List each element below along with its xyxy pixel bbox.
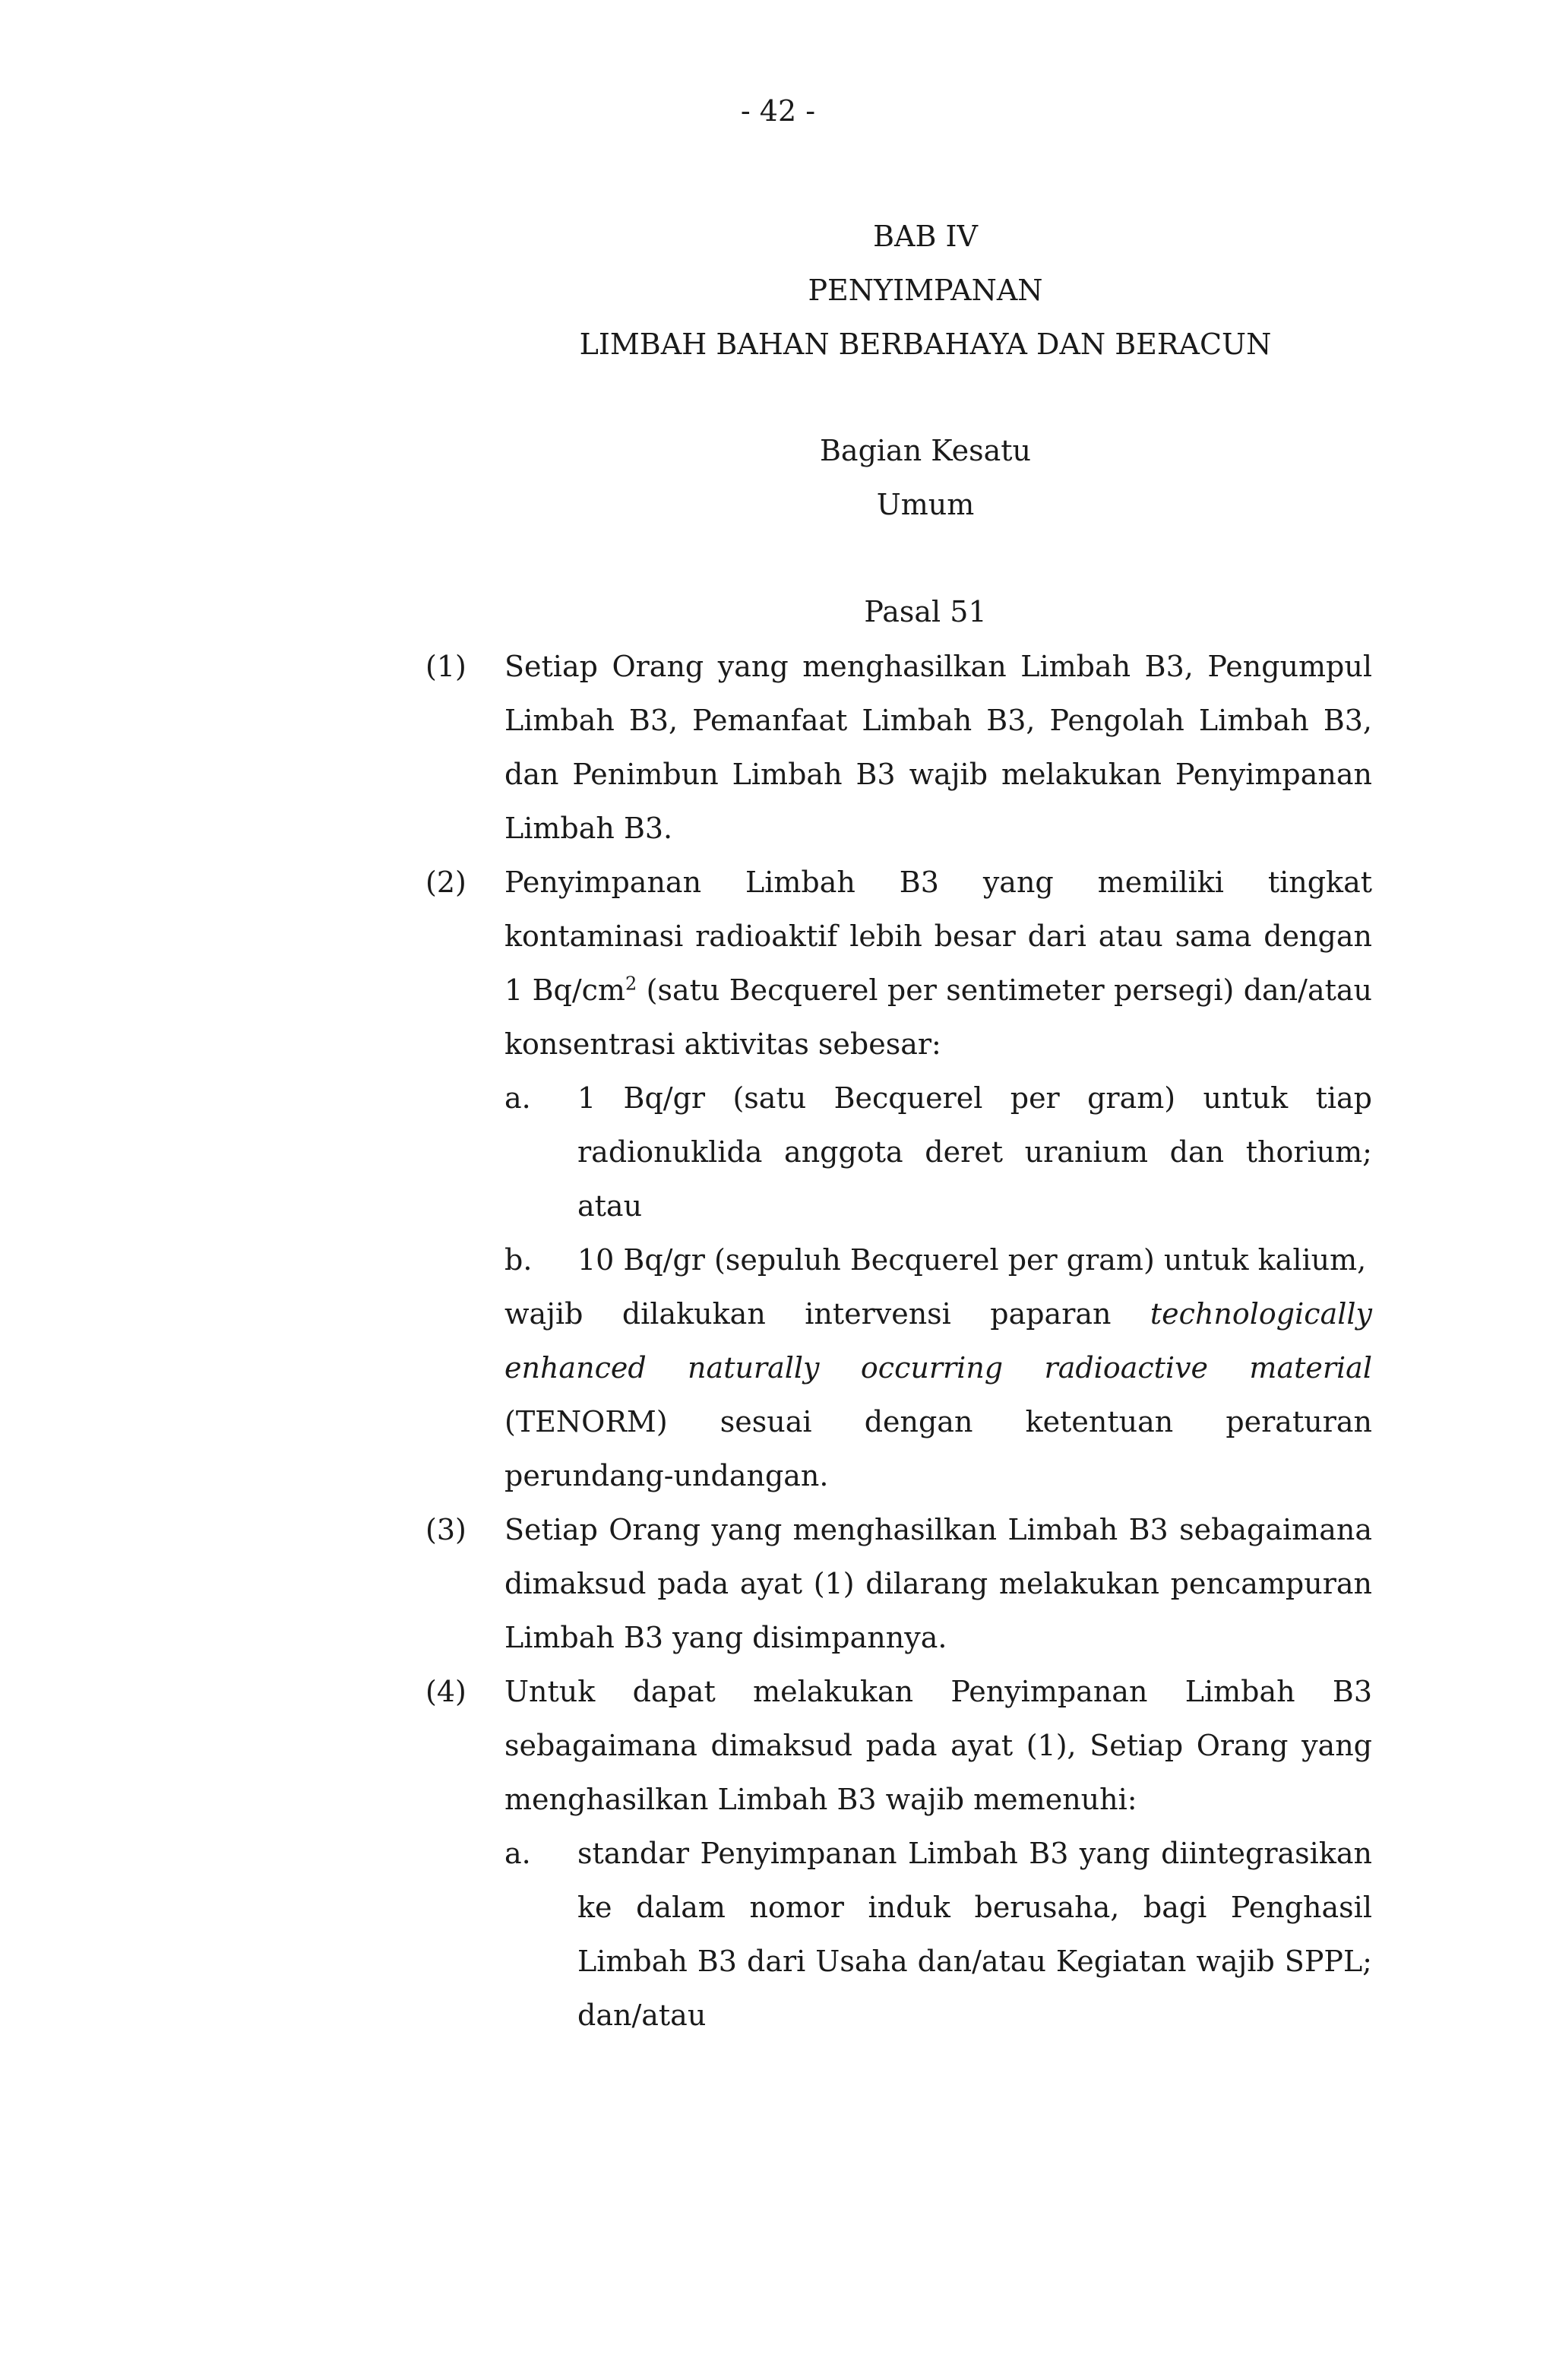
- list-item: [504, 1233, 1372, 1287]
- ayat-4: [425, 1665, 1372, 2043]
- list-marker: a.: [504, 1081, 531, 1115]
- ayat-3: [425, 1503, 1372, 1665]
- ayat-intro-a: Penyimpanan Limbah B3 yang memiliki tingkat kontaminasi radioaktif lebih besar dari atau sama dengan 1 Bq/cm: [504, 866, 1372, 1007]
- part-heading: [432, 424, 1419, 532]
- list-marker: b.: [504, 1243, 533, 1277]
- part-title: Umum: [876, 488, 975, 521]
- list-item-text: standar Penyimpanan Limbah B3 yang diintegrasikan ke dalam nomor induk berusaha, bagi Penghasil Limbah B3 dari Usaha dan/atau Kegiatan wajib SPPL; dan/atau: [577, 1837, 1372, 2032]
- ayat-number: (2): [425, 866, 466, 899]
- superscript: 2: [625, 973, 637, 995]
- ayat-closing: [504, 1287, 1372, 1503]
- list-item-text: 1 Bq/gr (satu Becquerel per gram) untuk tiap radionuklida anggota deret uranium dan thorium; atau: [577, 1081, 1372, 1223]
- closing-b: (TENORM) sesuai dengan ketentuan peraturan perundang-undangan.: [504, 1405, 1372, 1492]
- article-title: Pasal 51: [864, 595, 987, 628]
- ayat-text: Setiap Orang yang menghasilkan Limbah B3 sebagaimana dimaksud pada ayat (1) dilarang melakukan pencampuran Limbah B3 yang disimpannya.: [504, 1513, 1372, 1654]
- list-marker: a.: [504, 1837, 531, 1870]
- closing-italic-term: technologically enhanced naturally occurring radioactive material: [504, 1297, 1372, 1385]
- ayat-number: (4): [425, 1675, 466, 1708]
- ayat-1: [425, 640, 1372, 856]
- list-item-text: 10 Bq/gr (sepuluh Becquerel per gram) untuk kalium,: [577, 1243, 1367, 1277]
- ayat-text: Untuk dapat melakukan Penyimpanan Limbah B3 sebagaimana dimaksud pada ayat (1), Setiap Orang yang menghasilkan Limbah B3 wajib memenuhi:: [504, 1675, 1372, 1816]
- ayat-2: [425, 856, 1372, 1503]
- ayat-text: [504, 856, 1372, 1071]
- page-number: - 42 -: [740, 94, 816, 128]
- ayat-intro-b: (satu Becquerel per sentimeter persegi) dan/atau konsentrasi aktivitas sebesar:: [504, 973, 1373, 1061]
- chapter-heading: [432, 210, 1419, 372]
- part-number: Bagian Kesatu: [819, 434, 1032, 467]
- closing-a: wajib dilakukan intervensi paparan: [504, 1297, 1150, 1331]
- chapter-number: BAB IV: [873, 220, 978, 253]
- ayat-text: Setiap Orang yang menghasilkan Limbah B3, Pengumpul Limbah B3, Pemanfaat Limbah B3, Pengolah Limbah B3, dan Penimbun Limbah B3 wajib melakukan Penyimpanan Limbah B3.: [504, 650, 1372, 845]
- list-item: [504, 1827, 1372, 2043]
- ayat-number: (1): [425, 650, 466, 683]
- chapter-title: PENYIMPANAN: [808, 274, 1043, 307]
- list-item: [504, 1071, 1372, 1233]
- ayat-number: (3): [425, 1513, 466, 1546]
- article-body: [425, 640, 1372, 2043]
- chapter-subtitle: LIMBAH BAHAN BERBAHAYA DAN BERACUN: [579, 328, 1272, 361]
